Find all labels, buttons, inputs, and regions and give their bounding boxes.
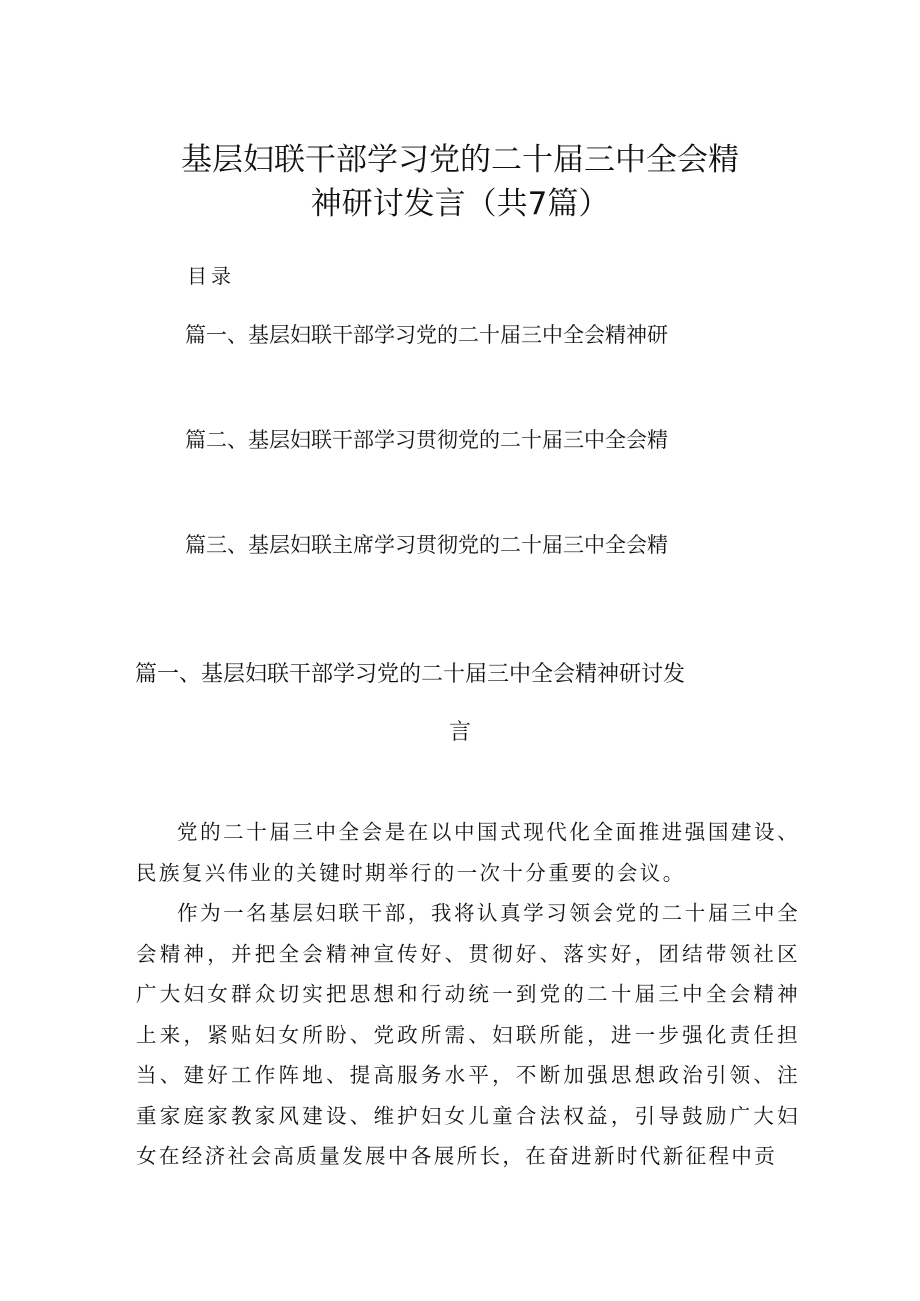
paragraph: 党的二十届三中全会是在以中国式现代化全面推进强国建设、民族复兴伟业的关键时期举行的一次十分重要的会议。 [136, 820, 800, 885]
body-text [136, 812, 800, 1177]
toc-item-3[interactable]: 篇三、基层妇联主席学习贯彻党的二十届三中全会精 [185, 533, 668, 557]
toc-item-1[interactable]: 篇一、基层妇联干部学习党的二十届三中全会精神研 [185, 323, 668, 347]
paragraph: 作为一名基层妇联干部，我将认真学习领会党的二十届三中全会精神，并把全会精神宣传好、贯彻好、落实好，团结带领社区广大妇女群众切实把思想和行动统一到党的二十届三中全会精神上来，紧贴妇女所盼、党政所需、妇联所能，进一步强化责任担当、建好工作阵地、提高服务水平，不断加强思想政治引领、注重家庭家教家风建设、维护妇女儿童合法权益，引导鼓励广大妇女在经济社会高质量发展中各展所长，在奋进新时代新征程中贡 [136, 901, 800, 1168]
section-heading: 篇一、基层妇联干部学习党的二十届三中全会精神研讨发 [135, 662, 686, 687]
document-title [140, 138, 780, 226]
section-heading-continuation: 言 [448, 720, 471, 745]
toc-item-2[interactable]: 篇二、基层妇联干部学习贯彻党的二十届三中全会精 [185, 428, 668, 452]
document-title-line-1: 基层妇联干部学习党的二十届三中全会精 [181, 142, 739, 178]
toc-label: 目录 [187, 264, 235, 288]
document-title-line-2: 神研讨发言（共7篇） [310, 186, 610, 222]
